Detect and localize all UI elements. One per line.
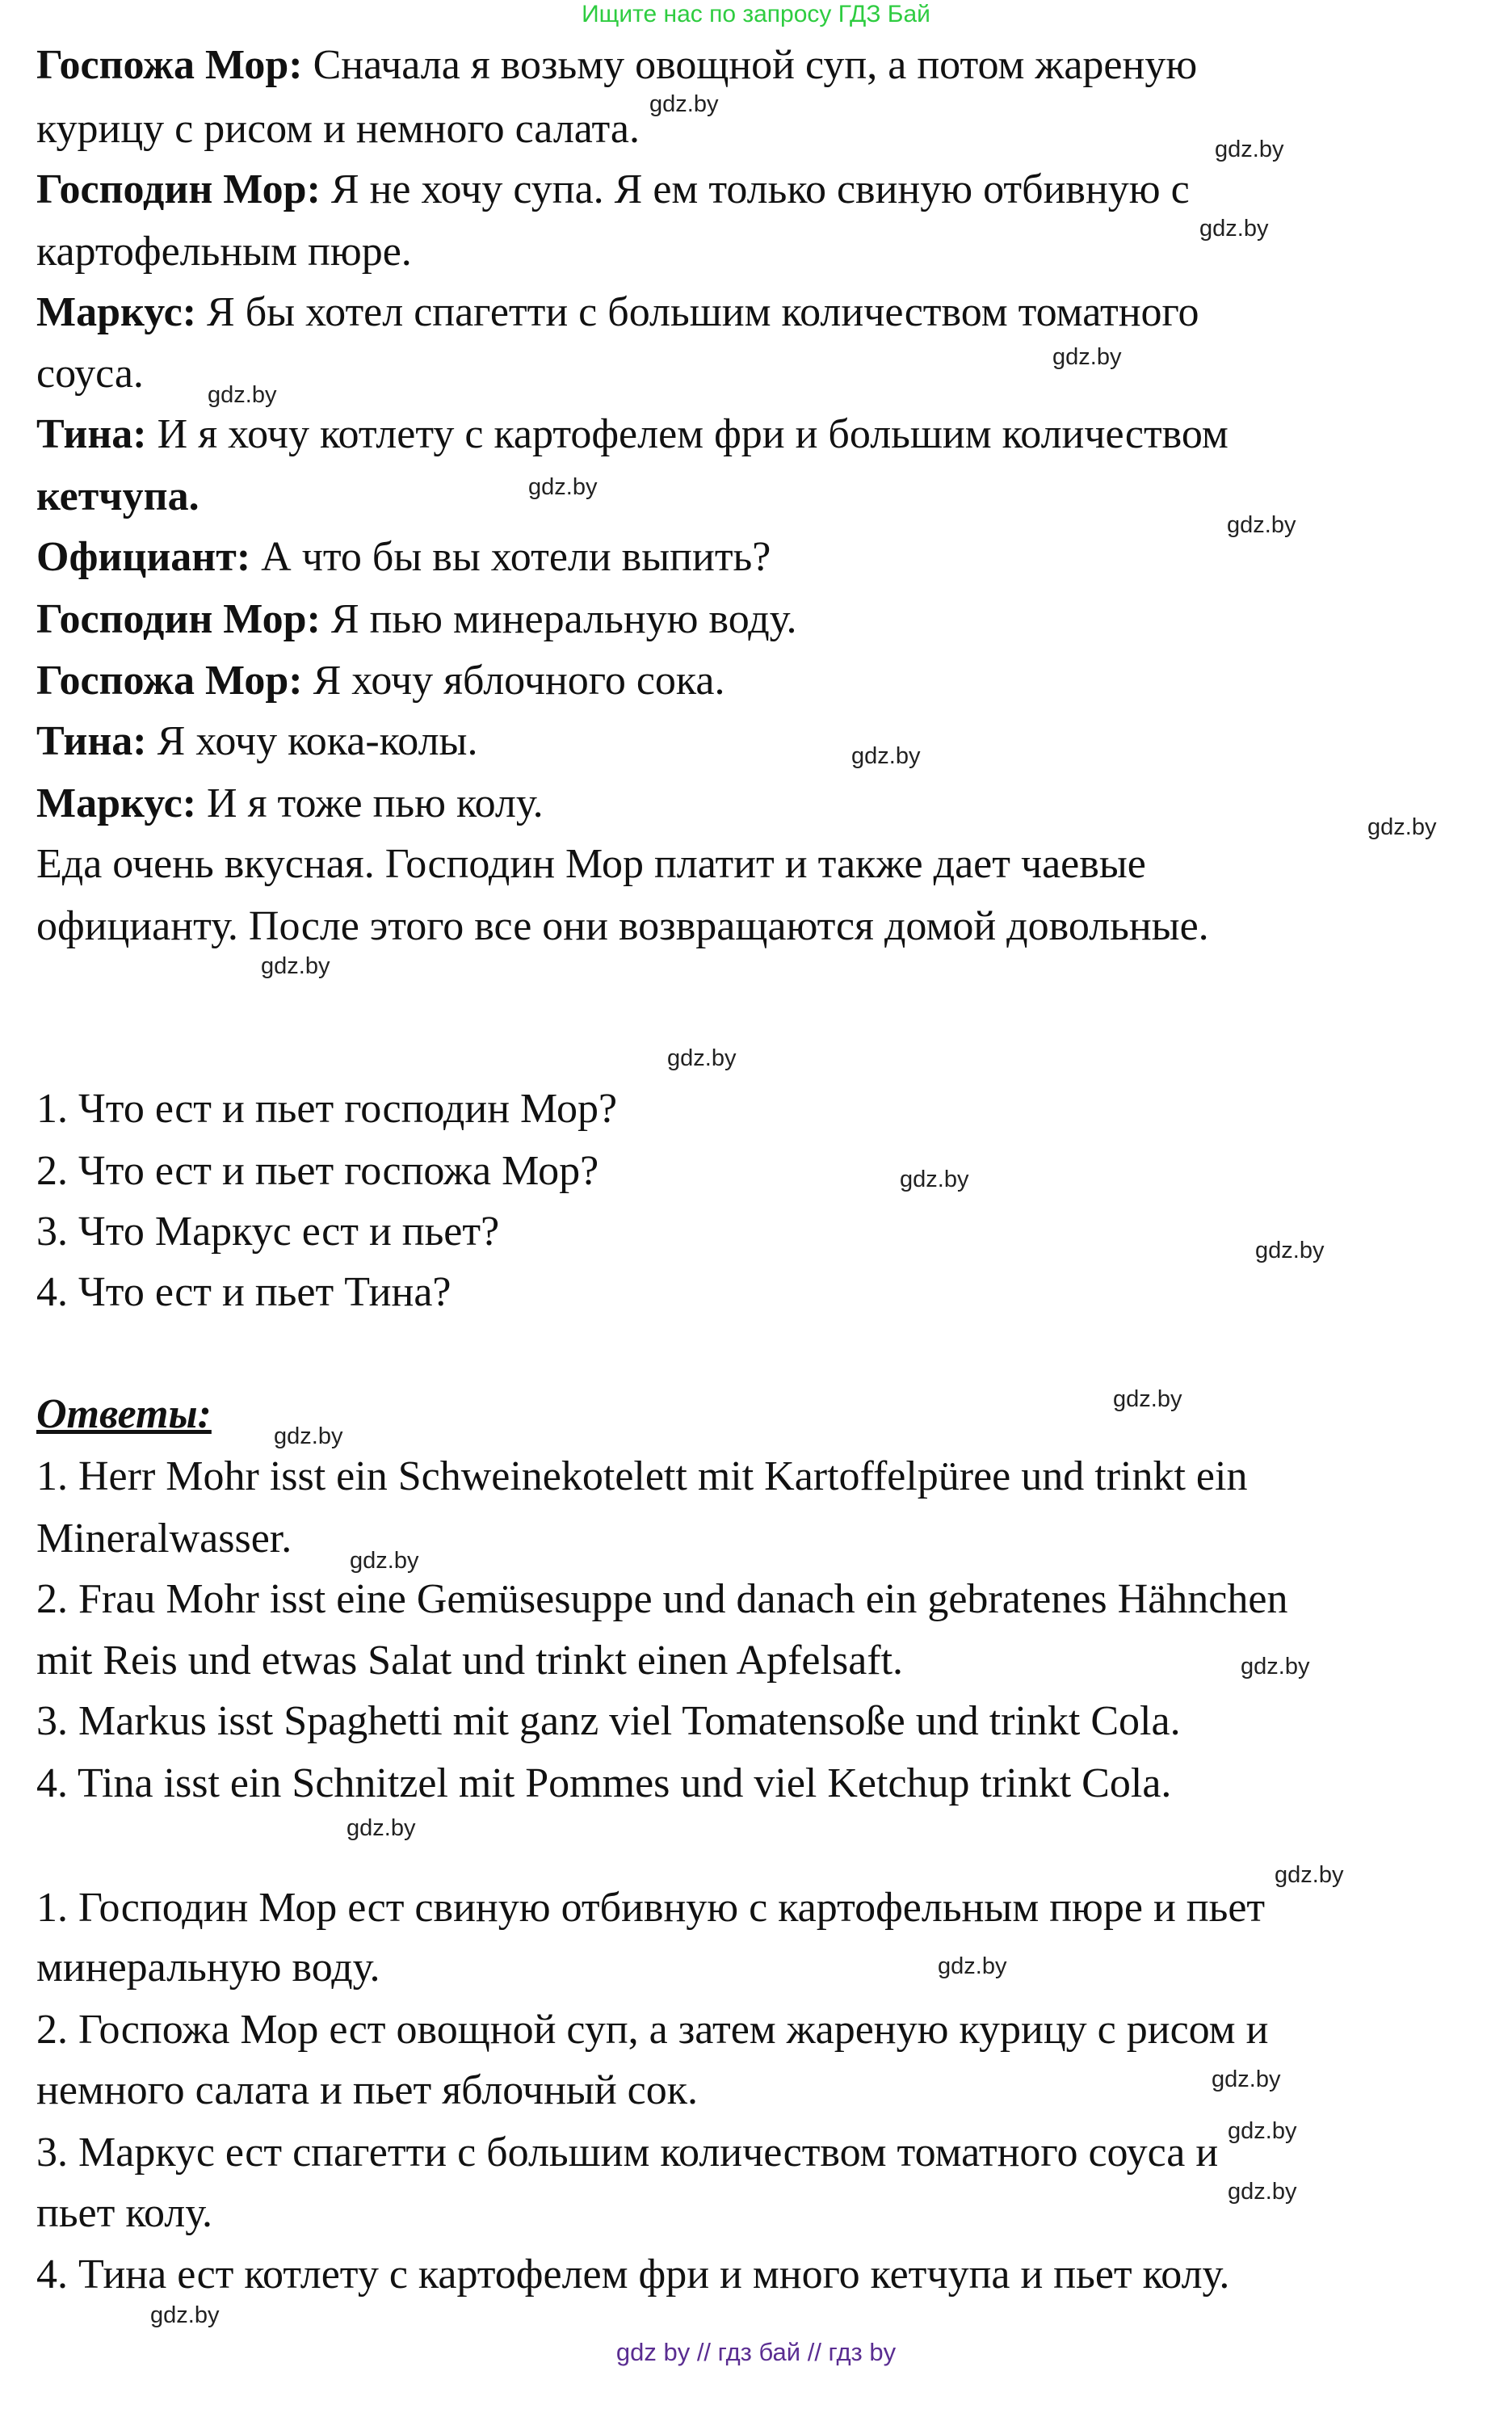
dialogue-line — [36, 841, 1146, 888]
dialogue-text: Еда очень вкусная. Господин Мор платит и также дает чаевые — [36, 841, 1146, 887]
dialogue-text: курицу с рисом и немного салата. — [36, 106, 640, 152]
dialogue-line — [36, 229, 412, 275]
answer-ru-line: 2. Госпожа Мор ест овощной суп, а затем жареную курицу с рисом и — [36, 2007, 1269, 2053]
answers-heading: Ответы: — [36, 1391, 212, 1437]
footer-links: gdz by // гдз бай // гдз by — [615, 2338, 897, 2366]
dialogue-line — [36, 473, 200, 520]
watermark: gdz.by — [667, 1045, 737, 1071]
question-item: 1. Что ест и пьет господин Мор? — [36, 1086, 618, 1132]
dialogue-line — [36, 351, 144, 397]
dialogue-text: официанту. После этого все они возвращаются домой довольные. — [36, 903, 1209, 949]
answer-ru-line: 4. Тина ест котлету с картофелем фри и много кетчупа и пьет колу. — [36, 2251, 1230, 2298]
dialogue-line — [36, 289, 1199, 336]
answer-de-line: 2. Frau Mohr isst eine Gemüsesuppe und danach ein gebratenes Hähnchen — [36, 1576, 1288, 1622]
speaker-label: Госпожа Мор: — [36, 658, 303, 704]
watermark: gdz.by — [1227, 512, 1296, 538]
watermark: gdz.by — [208, 382, 277, 408]
answer-de-line: 1. Herr Mohr isst ein Schweinekotelett mit Kartoffelpüree und trinkt ein — [36, 1453, 1248, 1499]
watermark: gdz.by — [346, 1815, 416, 1841]
watermark: gdz.by — [938, 1953, 1007, 1979]
watermark: gdz.by — [1367, 814, 1437, 840]
answer-ru-line: 1. Господин Мор ест свиную отбивную с картофельным пюре и пьет — [36, 1885, 1266, 1931]
watermark: gdz.by — [1199, 216, 1269, 242]
question-item: 2. Что ест и пьет госпожа Мор? — [36, 1148, 599, 1194]
dialogue-line — [36, 42, 1197, 89]
speaker-label: Маркус: — [36, 780, 197, 826]
dialogue-line — [36, 718, 477, 765]
answer-de-line: mit Reis und etwas Salat und trinkt einen Apfelsaft. — [36, 1638, 904, 1684]
question-item: 3. Что Маркус ест и пьет? — [36, 1209, 500, 1255]
dialogue-line — [36, 534, 771, 581]
watermark: gdz.by — [1052, 344, 1122, 370]
watermark: gdz.by — [1212, 2066, 1281, 2092]
dialogue-text: И я тоже пью колу. — [196, 780, 544, 826]
dialogue-text: картофельным пюре. — [36, 229, 412, 275]
answer-ru-line: минеральную воду. — [36, 1944, 380, 1991]
watermark: gdz.by — [1241, 1654, 1310, 1680]
speaker-label: Господин Мор: — [36, 596, 321, 642]
dialogue-text: Сначала я возьму овощной суп, а потом жареную — [302, 42, 1198, 88]
dialogue-text: Я хочу яблочного сока. — [302, 658, 725, 704]
dialogue-line — [36, 596, 796, 643]
watermark: gdz.by — [261, 953, 330, 979]
dialogue-line — [36, 166, 1190, 213]
question-item: 4. Что ест и пьет Тина? — [36, 1269, 452, 1315]
answer-de-line: Mineralwasser. — [36, 1516, 292, 1562]
speaker-label: Господин Мор: — [36, 166, 321, 212]
dialogue-line — [36, 903, 1209, 950]
speaker-label: Официант: — [36, 534, 251, 580]
watermark: gdz.by — [1113, 1386, 1182, 1412]
speaker-label: Тина: — [36, 411, 147, 457]
speaker-label: кетчупа. — [36, 473, 200, 519]
dialogue-text: Я пью минеральную воду. — [320, 596, 797, 642]
watermark: gdz.by — [1215, 137, 1284, 162]
watermark: gdz.by — [1275, 1862, 1344, 1888]
answer-ru-line: 3. Маркус ест спагетти с большим количеством томатного соуса и — [36, 2129, 1219, 2176]
dialogue-text: А что бы вы хотели выпить? — [250, 534, 771, 580]
watermark: gdz.by — [1255, 1238, 1325, 1263]
watermark: gdz.by — [350, 1548, 419, 1574]
dialogue-text: Я хочу кока-колы. — [146, 718, 478, 764]
dialogue-text: И я хочу котлету с картофелем фри и большим количеством — [146, 411, 1228, 457]
dialogue-text: Я не хочу супа. Я ем только свиную отбивную с — [320, 166, 1190, 212]
speaker-label: Госпожа Мор: — [36, 42, 303, 88]
dialogue-line — [36, 780, 544, 827]
speaker-label: Маркус: — [36, 289, 197, 335]
watermark: gdz.by — [274, 1423, 343, 1449]
watermark: gdz.by — [851, 743, 921, 769]
answer-de-line: 4. Tina isst ein Schnitzel mit Pommes und viel Ketchup trinkt Cola. — [36, 1760, 1172, 1806]
watermark: gdz.by — [528, 474, 598, 500]
watermark: gdz.by — [1228, 2179, 1297, 2205]
header-banner: Ищите нас по запросу ГДЗ Бай — [582, 1, 930, 27]
dialogue-line — [36, 411, 1228, 458]
answer-de-line: 3. Markus isst Spaghetti mit ganz viel Tomatensoße und trinkt Cola. — [36, 1698, 1181, 1744]
dialogue-line — [36, 658, 724, 704]
watermark: gdz.by — [900, 1167, 969, 1192]
dialogue-line — [36, 106, 640, 153]
dialogue-text: Я бы хотел спагетти с большим количеством томатного — [196, 289, 1199, 335]
answer-ru-line: пьет колу. — [36, 2190, 213, 2236]
watermark: gdz.by — [150, 2302, 220, 2328]
speaker-label: Тина: — [36, 718, 147, 764]
dialogue-text: соуса. — [36, 351, 144, 397]
watermark: gdz.by — [649, 91, 719, 117]
answer-ru-line: немного салата и пьет яблочный сок. — [36, 2067, 698, 2113]
watermark: gdz.by — [1228, 2118, 1297, 2144]
